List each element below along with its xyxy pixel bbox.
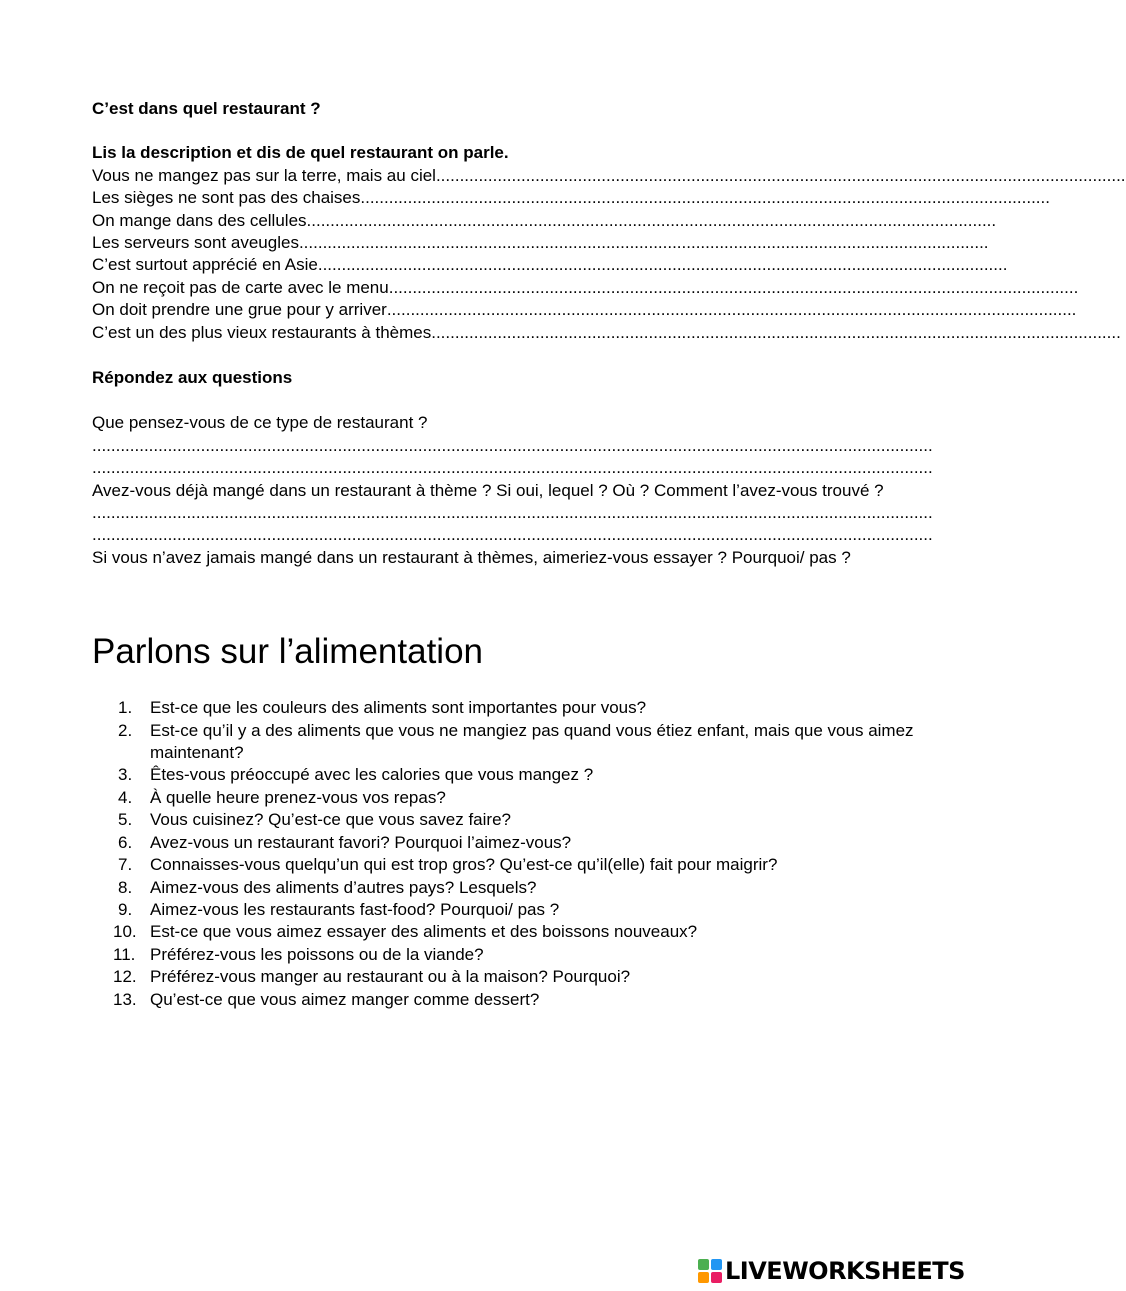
answer-blank[interactable]: ..................................................................................................................................................: [388, 277, 1079, 297]
answer-line[interactable]: ..................................................................................................................................................................................: [92, 525, 933, 545]
description-text: C’est un des plus vieux restaurants à thèmes: [92, 322, 432, 342]
item-number: 13.: [113, 989, 137, 1009]
logo-block: [711, 1272, 722, 1283]
item-text: Est-ce que les couleurs des aliments sont importantes pour vous?: [150, 698, 647, 718]
item-number: 12.: [113, 967, 137, 987]
list-item: [92, 966, 937, 988]
answer-blank[interactable]: ..................................................................................................................................................: [306, 210, 997, 230]
item-number: 3.: [118, 765, 133, 785]
logo-block: [698, 1259, 709, 1270]
description-text: On doit prendre une grue pour y arriver: [92, 300, 387, 320]
question-text: Si vous n’avez jamais mangé dans un restaurant à thèmes, aimeriez-vous essayer ? Pourquoi/ pas ?: [92, 547, 851, 567]
question-text: Avez-vous déjà mangé dans un restaurant à thème ? Si oui, lequel ? Où ? Comment l’avez-vous trouvé ?: [92, 480, 884, 500]
item-text: Vous cuisinez? Qu’est-ce que vous savez faire?: [150, 810, 511, 830]
logo-blocks-icon: [698, 1259, 722, 1283]
item-number: 9.: [118, 899, 133, 919]
list-item: [92, 764, 937, 786]
question-text: Que pensez-vous de ce type de restaurant ?: [92, 413, 428, 433]
list-item: [92, 720, 937, 765]
description-text: C’est surtout apprécié en Asie: [92, 255, 318, 275]
answer-blank[interactable]: ..................................................................................................................................................: [298, 233, 989, 253]
item-number: 8.: [118, 877, 133, 897]
list-item: [92, 697, 937, 719]
worksheet-page: [92, 98, 1126, 1011]
answer-line[interactable]: ..................................................................................................................................................................................: [92, 503, 933, 523]
logo-block: [711, 1259, 722, 1270]
question-list: [92, 697, 937, 1011]
list-item: [92, 989, 937, 1011]
item-text: Aimez-vous les restaurants fast-food? Pourquoi/ pas ?: [150, 899, 560, 919]
section-title-questions: Répondez aux questions: [92, 368, 293, 388]
answer-line[interactable]: ..................................................................................................................................................................................: [92, 435, 933, 455]
item-number: 2.: [118, 720, 133, 740]
answer-blank[interactable]: ..................................................................................................................................................: [386, 300, 1077, 320]
item-text: Est-ce que vous aimez essayer des aliments et des boissons nouveaux?: [150, 922, 698, 942]
item-number: 11.: [113, 944, 136, 964]
item-number: 4.: [118, 787, 133, 807]
item-text: Avez-vous un restaurant favori? Pourquoi l’aimez-vous?: [150, 832, 572, 852]
answer-blank[interactable]: ..................................................................................................................................................: [431, 322, 1121, 342]
list-item: [92, 787, 937, 809]
answer-blank[interactable]: ..................................................................................................................................................: [317, 255, 1008, 275]
description-line: [92, 187, 1050, 209]
description-text: On mange dans des cellules: [92, 210, 307, 230]
instruction-text: Lis la description et dis de quel restaurant on parle.: [92, 143, 509, 163]
section-title-alimentation: Parlons sur l’alimentation: [92, 632, 484, 672]
list-item: [92, 809, 937, 831]
item-number: 10.: [113, 922, 137, 942]
description-line: [92, 232, 989, 254]
list-item: [92, 832, 937, 854]
item-text: Connaisses-vous quelqu’un qui est trop gros? Qu’est-ce qu’il(elle) fait pour maigrir?: [150, 855, 778, 875]
description-text: Les sièges ne sont pas des chaises: [92, 188, 361, 208]
item-text: Aimez-vous des aliments d’autres pays? Lesquels?: [150, 877, 537, 897]
item-text: Êtes-vous préoccupé avec les calories que vous mangez ?: [150, 765, 594, 785]
list-item: [92, 854, 937, 876]
list-item: [92, 877, 937, 899]
item-number: 5.: [118, 810, 133, 830]
item-text: Est-ce qu’il y a des aliments que vous ne mangiez pas quand vous étiez enfant, mais que vous aimez maintenant?: [150, 720, 914, 763]
description-line: [92, 210, 997, 232]
item-number: 7.: [118, 855, 133, 875]
answer-blank[interactable]: ..................................................................................................................................................: [435, 165, 1126, 185]
liveworksheets-logo: [698, 1258, 965, 1284]
item-number: 6.: [118, 832, 133, 852]
item-number: 1.: [118, 698, 133, 718]
item-text: Préférez-vous manger au restaurant ou à la maison? Pourquoi?: [150, 967, 631, 987]
item-text: À quelle heure prenez-vous vos repas?: [150, 787, 446, 807]
section-title-restaurant: C’est dans quel restaurant ?: [92, 99, 321, 118]
list-item: [92, 899, 937, 921]
logo-text: LIVEWORKSHEETS: [725, 1257, 965, 1285]
description-list: [92, 165, 1126, 344]
item-text: Préférez-vous les poissons ou de la viande?: [150, 944, 484, 964]
description-line: [92, 299, 1077, 321]
description-line: [92, 322, 1121, 344]
item-text: Qu’est-ce que vous aimez manger comme dessert?: [150, 989, 540, 1009]
description-text: Vous ne mangez pas sur la terre, mais au ciel: [92, 165, 436, 185]
description-line: [92, 277, 1079, 299]
list-item: [92, 921, 937, 943]
list-item: [92, 944, 937, 966]
logo-block: [698, 1272, 709, 1283]
description-line: [92, 165, 1126, 187]
answer-blank[interactable]: ..................................................................................................................................................: [360, 188, 1050, 208]
description-line: [92, 254, 1008, 276]
description-text: On ne reçoit pas de carte avec le menu: [92, 277, 389, 297]
answer-line[interactable]: ..................................................................................................................................................................................: [92, 458, 933, 478]
description-text: Les serveurs sont aveugles: [92, 233, 299, 253]
